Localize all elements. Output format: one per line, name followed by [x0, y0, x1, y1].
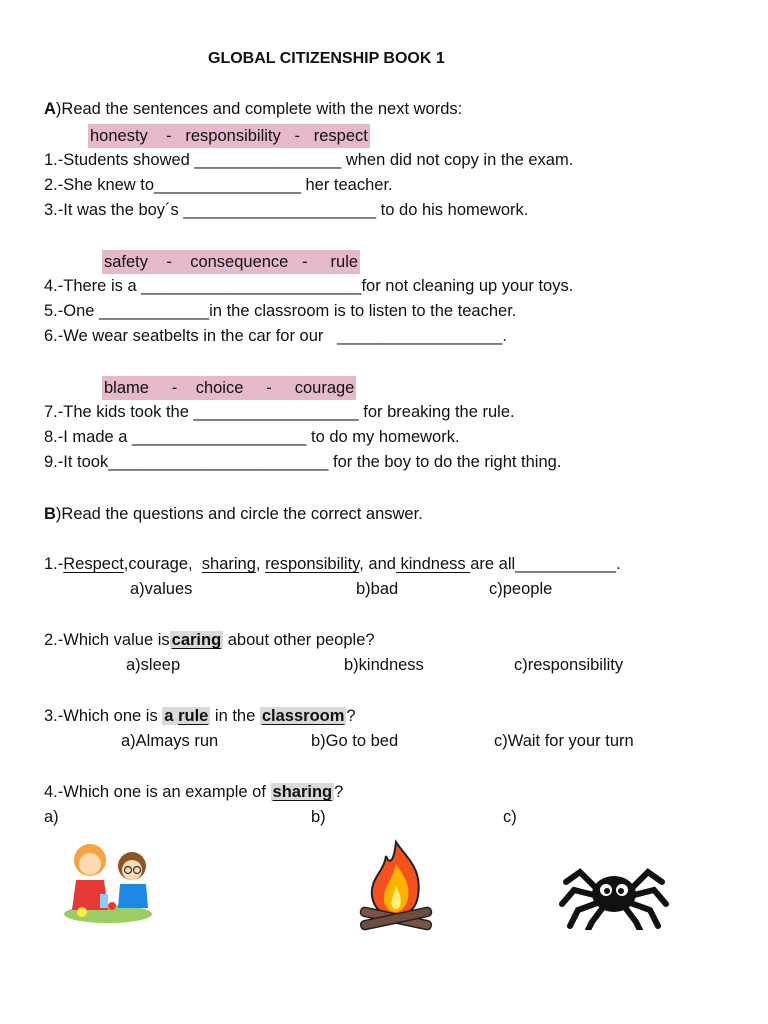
section-a-text: )Read the sentences and complete with the next words: [55, 100, 463, 118]
sentence-7: 7.-The kids took the __________________ for breaking the rule. [44, 403, 515, 421]
q1-word-kindness: kindness [395, 555, 471, 573]
section-b-text: )Read the questions and circle the correct answer. [55, 505, 423, 523]
girl-face [79, 853, 101, 875]
q2-option-b[interactable]: b)kindness [344, 656, 424, 674]
q3-keyword-classroom: classroom [261, 707, 345, 725]
section-a-letter: A [44, 100, 56, 118]
q4-option-b[interactable]: b) [311, 808, 326, 826]
q2-option-c[interactable]: c)responsibility [514, 656, 624, 674]
q4-keyword: sharing [272, 783, 333, 801]
q4-option-a[interactable]: a) [44, 808, 59, 826]
bottle [100, 894, 108, 908]
q3-keyword-rule [162, 707, 210, 725]
q1-text-4: are all___________. [470, 555, 621, 573]
q1-text-3: , and [359, 555, 396, 573]
q3-option-c[interactable]: c)Wait for your turn [494, 732, 634, 750]
q3-option-b[interactable]: b)Go to bed [311, 732, 399, 750]
q4-text-pre: 4.-Which one is an example of [44, 783, 271, 801]
question-2 [44, 629, 375, 651]
sentence-5: 5.-One ____________in the classroom is to listen to the teacher. [44, 302, 517, 320]
q2-text-pre: 2.-Which value is [44, 631, 170, 649]
sentence-3: 3.-It was the boy´s _____________________ to do his homework. [44, 201, 529, 219]
q3-text-mid: in the [210, 707, 260, 725]
q1-text-1: ,courage, [123, 555, 202, 573]
wordbank-3: blame - choice - courage [102, 376, 356, 400]
sentence-2: 2.-She knew to________________ her teacher. [44, 176, 393, 194]
sentence-4: 4.-There is a ________________________for not cleaning up your toys. [44, 277, 574, 295]
campfire-picture[interactable] [356, 838, 436, 932]
question-3 [44, 705, 356, 727]
q1-prefix: 1.- [44, 555, 64, 573]
q3-text-pre: 3.-Which one is [44, 707, 163, 725]
sentence-8: 8.-I made a ___________________ to do my homework. [44, 428, 460, 446]
q4-text-post: ? [334, 783, 344, 801]
wordbank-2: safety - consequence - rule [102, 250, 360, 274]
q1-option-c[interactable]: c)people [489, 580, 553, 598]
q3-keyword-rule-word: rule [178, 707, 209, 725]
spider-pupil-left [604, 888, 610, 894]
q1-option-a[interactable]: a)values [130, 580, 193, 598]
sentence-6: 6.-We wear seatbelts in the car for our __________________. [44, 327, 507, 345]
children-sharing-picture[interactable] [60, 836, 170, 926]
section-b-instruction [44, 503, 423, 525]
q1-word-sharing: sharing [201, 555, 256, 573]
apple [108, 902, 116, 910]
wordbank-1: honesty - responsibility - respect [88, 124, 370, 148]
boy-shirt [118, 884, 148, 908]
flower [77, 907, 87, 917]
q2-text-post: about other people? [223, 631, 375, 649]
q1-text-2: , [255, 555, 266, 573]
question-1 [44, 553, 621, 575]
sentence-1: 1.-Students showed ________________ when did not copy in the exam. [44, 151, 574, 169]
q2-option-a[interactable]: a)sleep [126, 656, 181, 674]
q2-keyword: caring [171, 631, 222, 649]
section-b-letter: B [44, 505, 56, 523]
q3-keyword-rule-article: a [164, 707, 179, 725]
q1-option-b[interactable]: b)bad [356, 580, 399, 598]
section-a-instruction [44, 98, 462, 120]
spider-pupil-right [618, 888, 624, 894]
page-title: GLOBAL CITIZENSHIP BOOK 1 [208, 50, 445, 67]
q4-option-c[interactable]: c) [503, 808, 517, 826]
q1-word-respect: Respect [63, 555, 124, 573]
q1-word-responsibility: responsibility [265, 555, 360, 573]
spider-picture[interactable] [558, 860, 670, 930]
question-4 [44, 781, 343, 803]
sentence-9: 9.-It took________________________ for the boy to do the right thing. [44, 453, 562, 471]
q3-option-a[interactable]: a)Almays run [121, 732, 219, 750]
spider-body [592, 876, 636, 912]
q3-text-post: ? [346, 707, 356, 725]
